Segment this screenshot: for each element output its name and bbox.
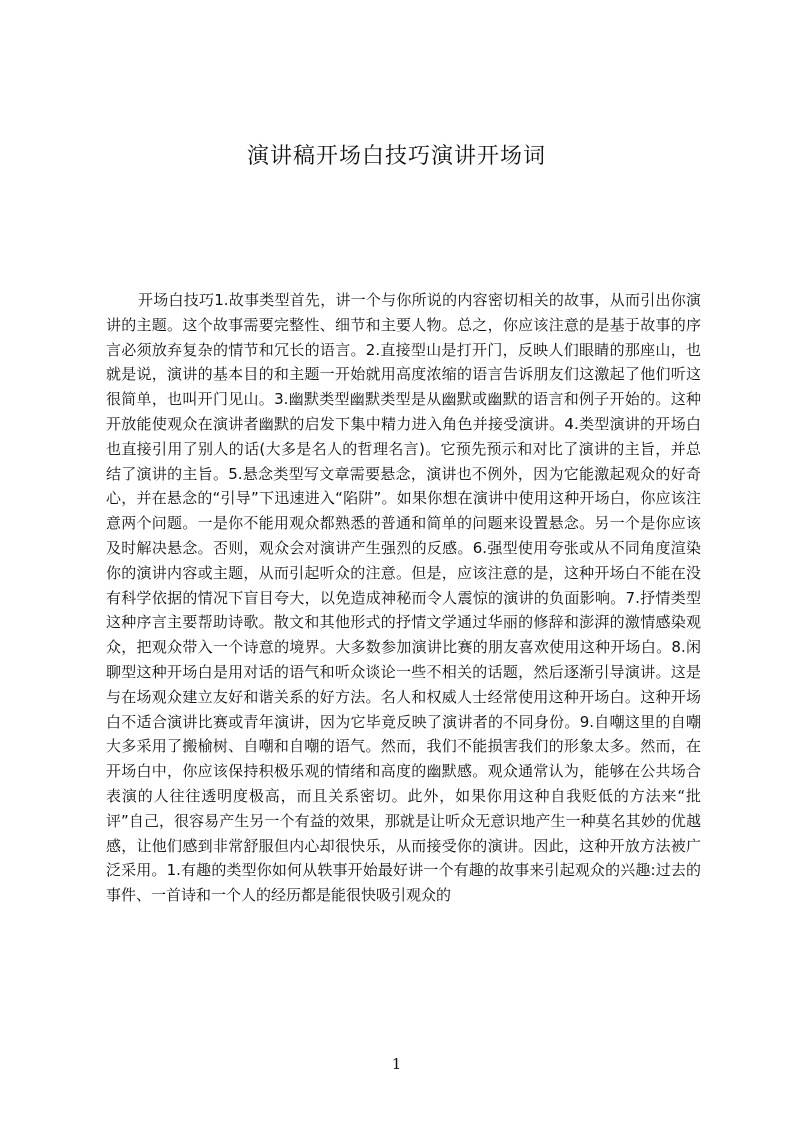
page-title: 演讲稿开场白技巧演讲开场词 (246, 144, 546, 169)
body-paragraph: 开场白技巧1.故事类型首先，讲一个与你所说的内容密切相关的故事，从而引出你演讲的主题。这个故事需要完整性、细节和主要人物。总之，你应该注意的是基于故事的序言必须放弃复杂的情节和冗长的语言。2.直接型山是打开门，反映人们眼睛的那座山，也就是说，演讲的基本目的和主题一开始就用高度浓缩的语言告诉朋友们这激起了他们听这很简单，也叫开门见山。3.幽默类型幽默类型是从幽默或幽默的语言和例子开始的。这种开放能使观众在演讲者幽默的启发下集中精力进入角色并接受演讲。4.类型演讲的开场白也直接引用了别人的话(大多是名人的哲理名言)。它预先预示和对比了演讲的主旨，并总结了演讲的主旨。5.悬念类型写文章需要悬念，演讲也不例外，因为它能激起观众的好奇心，并在悬念的“引导”下迅速进入“陷阱”。如果你想在演讲中使用这种开场白，你应该注意两个问题。一是你不能用观众都熟悉的普通和简单的问题来设置悬念。另一个是你应该及时解决悬念。否则，观众会对演讲产生强烈的反感。6.强型使用夸张或从不同角度渲染你的演讲内容或主题，从而引起听众的注意。但是，应该注意的是，这种开场白不能在没有科学依据的情况下盲目夸大，以免造成神秘而令人震惊的演讲的负面影响。7.抒情类型这种序言主要帮助诗歌。散文和其他形式的抒情文学通过华丽的修辞和澎湃的激情感染观众，把观众带入一个诗意的境界。大多数参加演讲比赛的朋友喜欢使用这种开场白。8.闲聊型这种开场白是用对话的语气和听众谈论一些不相关的话题，然后逐渐引导演讲。这是与在场观众建立友好和谐关系的好方法。名人和权威人士经常使用这种开场白。这种开场白不适合演讲比赛或青年演讲，因为它毕竟反映了演讲者的不同身份。9.自嘲这里的自嘲大多采用了搬榆树、自嘲和自嘲的语气。然而，我们不能损害我们的形象太多。然而，在开场白中，你应该保持积极乐观的情绪和高度的幽默感。观众通常认为，能够在公共场合表演的人往往透明度极高，而且关系密切。此外，如果你用这种自我贬低的方法来“批评”自己，很容易产生另一个有益的效果，那就是让听众无意识地产生一种莫名其妙的优越感，让他们感到非常舒服但内心却很快乐，从而接受你的演讲。因此，这种开放方法被广泛采用。1.有趣的类型你如何从轶事开始最好讲一个有趣的故事来引起观众的兴趣:过去的事件、一首诗和一个人的经历都是能很快吸引观众的 (106, 291, 701, 905)
page-number: 1 (391, 1055, 402, 1073)
